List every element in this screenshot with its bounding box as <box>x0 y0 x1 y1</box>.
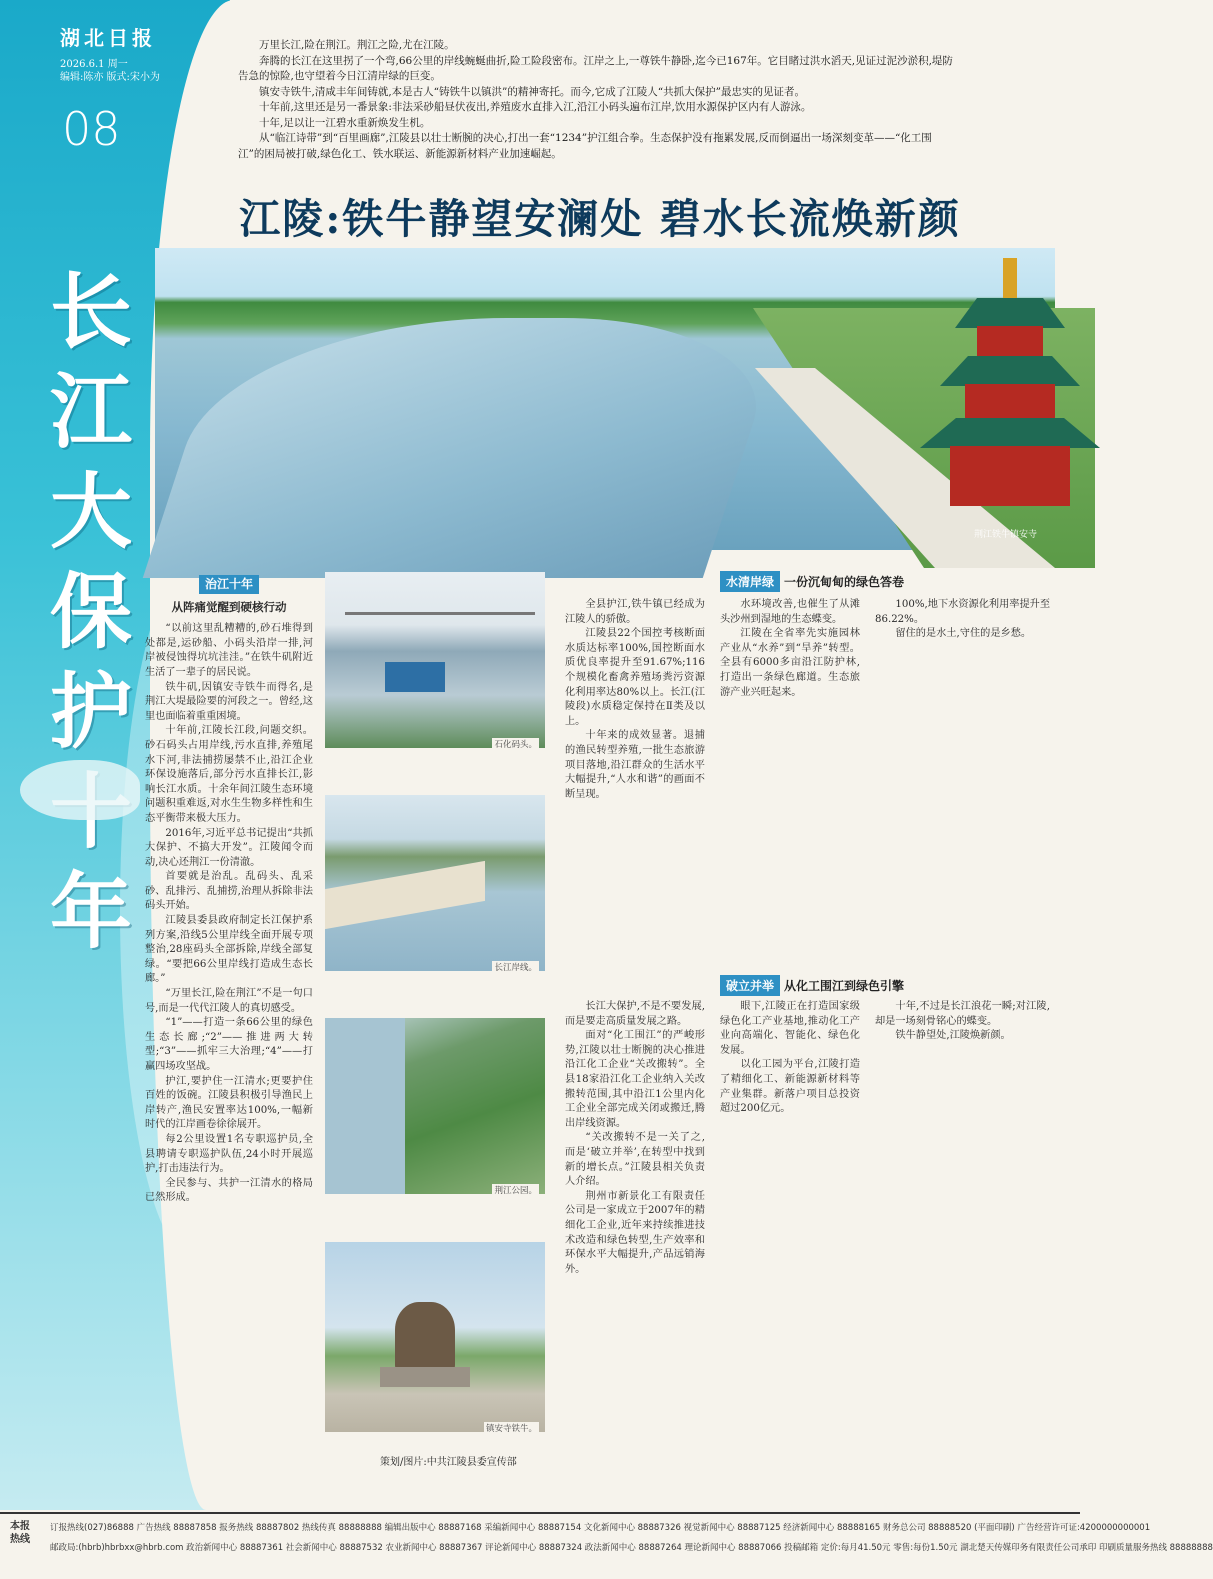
footer-label: 本报 热线 <box>10 1521 30 1545</box>
river-strip <box>325 1018 405 1194</box>
photo-caption: 镇安寺铁牛。 <box>485 1424 537 1434</box>
section-subtitle: 一份沉甸甸的绿色答卷 <box>784 575 905 589</box>
section-subtitle: 从化工围江到绿色引擎 <box>784 979 905 993</box>
publication-info <box>60 58 160 84</box>
footer-bar <box>0 1512 1213 1579</box>
photo-caption: 石化码头。 <box>494 740 537 750</box>
section-subtitle: 从阵痛觉醒到硬核行动 <box>171 599 287 614</box>
paragraph: 铁牛静望处,江陵焕新颜。 <box>895 1030 1011 1042</box>
photo-caption: 长江岸线。 <box>494 963 537 973</box>
paragraph: 以化工园为平台,江陵打造了精细化工、新能源新材料等产业集群。新落户项目总投资超过200亿元。 <box>720 1059 860 1115</box>
paragraph: 留住的是水土,守住的是乡愁。 <box>895 628 1032 640</box>
pagoda-spire <box>1003 258 1017 298</box>
paragraph: “以前这里乱糟糟的,砂石堆得到处都是,运砂船、小码头沿岸一排,河岸被侵蚀得坑坑洼洼。”在铁牛矶附近生活了一辈子的居民说。 <box>145 623 313 678</box>
paragraph: 全民参与、共护一江清水的格局已然形成。 <box>145 1177 313 1204</box>
section-green-col-2 <box>720 598 860 963</box>
pagoda-body <box>977 326 1043 360</box>
dolphin-illustration <box>20 760 140 820</box>
section-tag: 水清岸绿 <box>720 571 780 592</box>
main-headline: 江陵:铁牛静望安澜处 碧水长流焕新颜 <box>239 195 961 243</box>
paragraph: 100%,地下水资源化利用率提升至86.22%。 <box>875 599 1051 625</box>
section-transform-col-2 <box>720 1000 860 1450</box>
photo-petrochemical-dock <box>325 572 545 748</box>
paragraph: 面对“化工围江”的严峻形势,江陵以壮士断腕的决心推进沿江化工企业“关改搬转”。全县18家沿江化工企业纳入关改搬转范围,其中沿江1公里内化工企业全部完成关闭或搬迁,腾出岸线资源。 <box>565 1030 705 1129</box>
pagoda-roof <box>920 418 1100 448</box>
section-header <box>720 975 1050 996</box>
editor-line: 编辑:陈亦 版式:宋小为 <box>60 72 160 83</box>
side-vertical-title: 长江大保护 年 <box>49 264 132 960</box>
dock-structures <box>385 662 445 692</box>
photo-credit: 策划/图片:中共江陵县委宣传部 <box>380 1457 517 1468</box>
intro-paragraph: 奔腾的长江在这里拐了一个弯,66公里的岸线蜿蜒曲折,险工险段密布。江岸之上,一尊铁牛静卧,迄今已167年。它目睹过洪水滔天,见证过泥沙淤积,堤防告急的惊险,也守望着今日江清岸绿的巨变。 <box>238 54 953 82</box>
paragraph: 十年,不过是长江浪花一瞬;对江陵,却是一场刻骨铭心的蝶变。 <box>875 1001 1050 1027</box>
river <box>143 318 787 578</box>
paragraph: 江陵县委县政府制定长江保护系列方案,沿线5公里岸线全面开展专项整治,28座码头全部拆除,岸线全部复绿。“要把66公里岸线打造成生态长廊。” <box>145 915 313 985</box>
paragraph: 水环境改善,也催生了从滩头沙州到湿地的生态蝶变。 <box>720 599 860 625</box>
footer-line: 邮政局:(hbrb)hbrbxx@hbrb.com 政治新闻中心 88887361 社会新闻中心 88887532 农业新闻中心 88887367 评论新闻中心 88887324 政法新闻中心 88887264 理论新闻中心 88887066 投稿邮箱 定价:每月41.50元 零售:每份1.50元 湖北楚天传媒印务有限责任公司承印 印刷质量服务热线 88888888 <box>50 1543 1213 1553</box>
paragraph: 首要就是治乱。乱码头、乱采砂、乱排污、乱捕捞,治理从拆除非法码头开始。 <box>145 871 313 912</box>
photo-caption: 荆江公园。 <box>494 1186 537 1196</box>
pagoda-roof <box>940 356 1080 386</box>
paragraph: 2016年,习近平总书记提出“共抓大保护、不搞大开发”。江陵闻令而动,决心还荆江一份清澈。 <box>145 827 313 868</box>
page-number: 08 <box>62 102 121 156</box>
sand-bank <box>325 861 485 929</box>
paragraph: “关改搬转不是一关了之,而是‘破立并举’,在转型中找到新的增长点。”江陵县相关负责人介绍。 <box>565 1132 705 1188</box>
statue-base <box>380 1367 470 1387</box>
paragraph: 全县护江,铁牛镇已经成为江陵人的骄傲。 <box>565 599 705 625</box>
section-governance <box>145 575 313 1445</box>
section-transform-col-3 <box>875 1000 1050 1450</box>
paragraph: 十年来的成效显著。退捕的渔民转型养殖,一批生态旅游项目落地,沿江群众的生活水平大幅提升,“人水和谐”的画面不断呈现。 <box>565 730 705 800</box>
footer-line: 订报热线(027)86888 广告热线 88887858 报务热线 88887802 热线传真 88888888 编辑出版中心 88887168 采编新闻中心 88887154 文化新闻中心 88887326 视觉新闻中心 88887125 经济新闻中心 88888165 财务总公司 88888520 (平面印刷) 广告经营许可证:4200000000001 <box>50 1523 1151 1533</box>
date-line: 2026.6.1 周一 <box>60 59 128 70</box>
iron-ox-statue <box>395 1302 455 1372</box>
photo-jingjiang-park <box>325 1018 545 1194</box>
photo-river-bank <box>325 795 545 971</box>
paragraph: 江陵县22个国控考核断面水质达标率100%,国控断面水质优良率提升至91.67%;116个规模化畜禽养殖场粪污资源化利用率达80%以上。长江(江陵段)水质稳定保持在Ⅱ类及以上。 <box>565 628 705 727</box>
section-tag: 治江十年 <box>199 575 259 594</box>
intro-paragraph: 十年,足以让一江碧水重新焕发生机。 <box>259 116 431 129</box>
paragraph: 长江大保护,不是不要发展,而是要走高质量发展之路。 <box>565 1001 705 1027</box>
intro-paragraph: 镇安寺铁牛,清咸丰年间铸就,本是古人“铸铁牛以镇洪”的精神寄托。而今,它成了江陵人“共抓大保护”最忠实的见证者。 <box>259 85 805 98</box>
bridge <box>345 612 535 615</box>
pagoda-body <box>950 446 1070 506</box>
section-green-col-3 <box>875 598 1050 963</box>
section-header <box>720 571 1050 592</box>
section-header <box>145 575 313 594</box>
paragraph: 每2公里设置1名专职巡护员,全县聘请专职巡护队伍,24小时开展巡护,打击违法行为。 <box>145 1133 313 1175</box>
paragraph: 铁牛矶,因镇安寺铁牛而得名,是荆江大堤最险要的河段之一。曾经,这里也面临着重重困境。 <box>145 681 313 722</box>
footer-contacts <box>50 1522 1213 1554</box>
hero-caption: 荆江铁牛镇安寺 <box>973 530 1037 540</box>
hero-photo <box>155 248 1055 550</box>
paragraph: 荆州市新景化工有限责任公司是一家成立于2007年的精细化工企业,近年来持续推进技术改造和绿色转型,生产效率和环保水平大幅提升,产品远销海外。 <box>565 1190 705 1275</box>
paragraph: “1”——打造一条66公里的绿色生态长廊;“2”——推进两大转型;“3”——抓牢三大治理;“4”——打赢四场攻坚战。 <box>145 1017 313 1072</box>
paragraph: 十年前,江陵长江段,问题交织。砂石码头占用岸线,污水直排,养殖尾水下河,非法捕捞屡禁不止,沿江企业环保设施落后,部分污水直排长江,影响长江水质。十余年间江陵生态环境问题积重难返,对水生生物多样性和生态平衡带来极大压力。 <box>145 725 313 824</box>
photo-iron-ox <box>325 1242 545 1432</box>
pagoda-illustration <box>915 258 1105 528</box>
section-transform-col-1 <box>565 1000 705 1450</box>
intro-paragraph: 十年前,这里还是另一番景象:非法采砂船昼伏夜出,养殖废水直排入江,沿江小码头遍布江岸,饮用水源保护区内有人游泳。 <box>259 101 812 113</box>
paragraph: 眼下,江陵正在打造国家级绿色化工产业基地,推动化工产业向高端化、智能化、绿色化发展。 <box>720 1001 860 1056</box>
section-tag: 破立并举 <box>720 975 780 996</box>
intro-paragraph: 万里长江,险在荆江。荆江之险,尤在江陵。 <box>259 39 455 51</box>
pagoda-roof <box>955 298 1065 328</box>
paragraph: 江陵在全省率先实施园林产业从“水养”到“旱养”转型。全县有6000多亩沿江防护林,打造出一条绿色廊道。生态旅游产业兴旺起来。 <box>720 628 860 698</box>
intro-lead <box>238 38 958 162</box>
section-green-col-1 <box>565 598 705 963</box>
paragraph: 护江,要护住一江清水;更要护住百姓的饭碗。江陵县积极引导渔民上岸转产,渔民安置率达100%,一幅新时代的江岸画卷徐徐展开。 <box>145 1075 313 1131</box>
intro-paragraph: 从“临江诗带”到“百里画廊”,江陵县以壮士断腕的决心,打出一套“1234”护江组合拳。生态保护没有拖累发展,反而倒逼出一场深刻变革——“化工围江”的困局被打破,绿色化工、铁水联运、新能源新材料产业加速崛起。 <box>238 132 932 160</box>
paper-masthead: 湖北日报 <box>60 26 156 50</box>
paragraph: “万里长江,险在荆江”不是一句口号,而是一代代江陵人的真切感受。 <box>145 988 313 1014</box>
